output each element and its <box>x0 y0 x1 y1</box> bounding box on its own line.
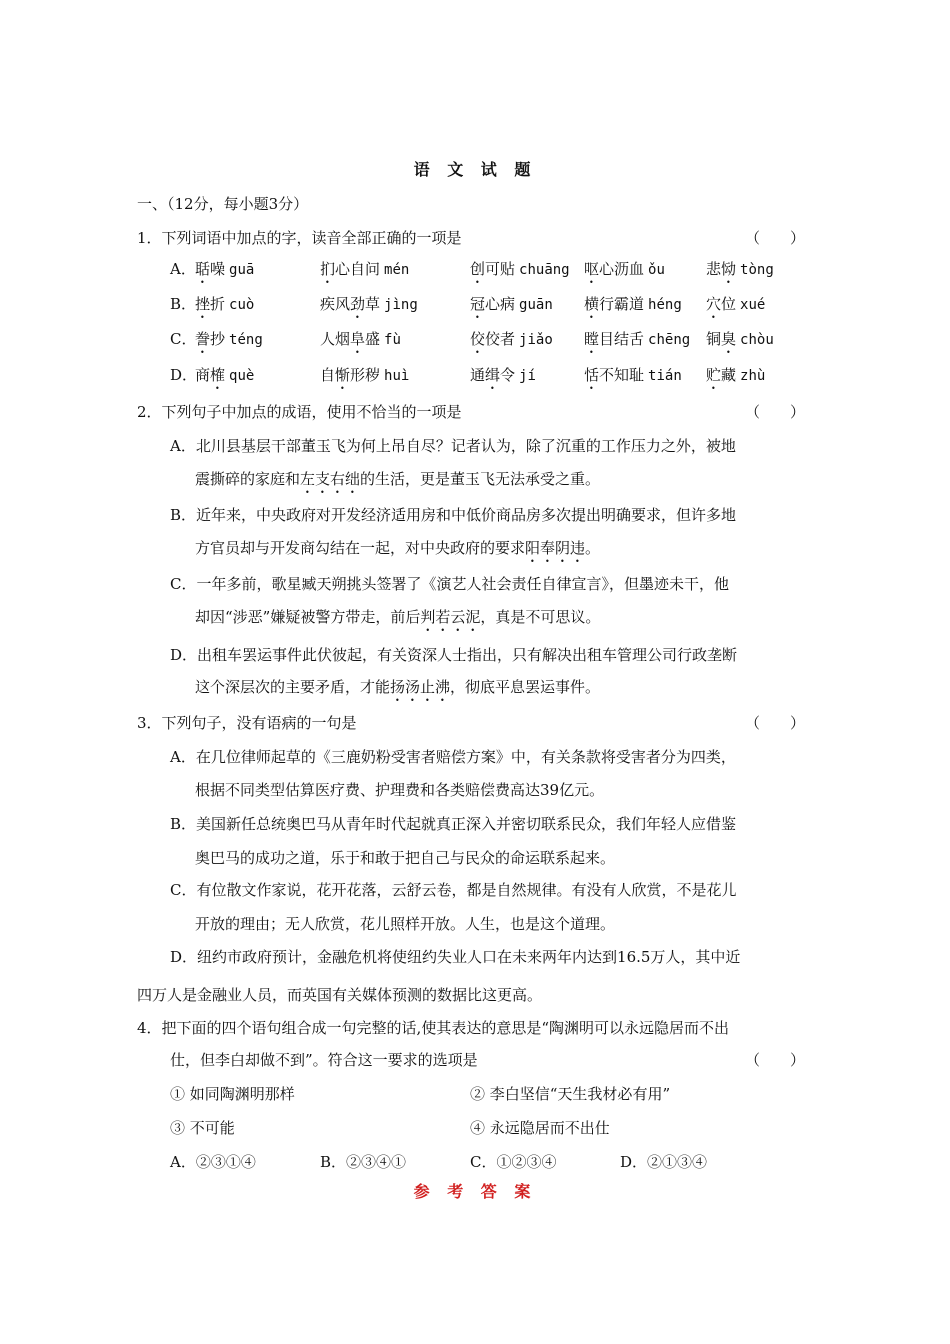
q1-word-item <box>320 259 409 287</box>
q1-word-part: 悲 <box>706 260 722 278</box>
q1-word-part: 抄 <box>210 330 226 348</box>
q1-pinyin: fù <box>384 332 401 348</box>
q1-dotted-char: 聒 <box>195 260 211 278</box>
q2-option-c-idiom: 判若云泥 <box>420 608 481 626</box>
q1-pinyin: mén <box>384 262 410 278</box>
q1-pinyin: téng <box>229 332 263 348</box>
q1-pinyin: jìng <box>384 297 418 313</box>
q1-pinyin: guān <box>519 297 553 313</box>
q1-pinyin: zhù <box>740 368 766 384</box>
q1-word-part: 令 <box>500 366 516 384</box>
q3-option-b-line2: 奥巴马的成功之道，乐于和敢于把自己与民众的命运联系起来。 <box>195 849 616 867</box>
question-3-answer-blank: （ ） <box>745 714 806 732</box>
q1-dotted-char: 佼 <box>470 330 486 348</box>
question-2-stem: 2．下列句子中加点的成语，使用不恰当的一项是 <box>137 403 462 421</box>
q1-word-part: 商 <box>195 366 211 384</box>
q1-word-item <box>706 294 765 322</box>
q1-word-part: 可贴 <box>485 260 516 278</box>
q2-option-d-line1: D．出租车罢运事件此伏彼起，有关资深人士指出，只有解决出租车管理公司行政垄断 <box>170 646 738 664</box>
q1-option-label: C． <box>170 330 197 348</box>
question-2-answer-blank: （ ） <box>745 403 806 421</box>
q1-word-part: 人烟 <box>320 330 351 348</box>
q1-pinyin: jiǎo <box>519 332 553 348</box>
q1-word-item <box>584 294 682 322</box>
q1-word-part: 藏 <box>721 366 737 384</box>
q1-dotted-char: 呕 <box>584 260 600 278</box>
q1-word-item <box>470 329 553 357</box>
q1-dotted-char: 挫 <box>195 295 211 313</box>
q4-sentence-2: ② 李白坚信“天生我材必有用” <box>470 1085 671 1103</box>
q3-option-d-line2: 四万人是金融业人员，而英国有关媒体预测的数据比这更高。 <box>137 986 543 1004</box>
q1-word-part: 佼者 <box>485 330 516 348</box>
q4-sentence-4: ④ 永远隐居而不出仕 <box>470 1119 610 1137</box>
q1-pinyin: chuāng <box>519 262 570 278</box>
page-title: 语 文 试 题 <box>413 160 537 179</box>
q1-pinyin: chēng <box>648 332 691 348</box>
q1-word-part: 心沥血 <box>599 260 645 278</box>
q1-word-part: 心自问 <box>335 260 381 278</box>
q1-word-item <box>195 365 254 393</box>
q1-word-item <box>706 365 765 393</box>
q1-word-part: 铜 <box>706 330 722 348</box>
q1-dotted-char: 惭 <box>335 366 351 384</box>
q4-choice-c: C．①②③④ <box>470 1153 557 1171</box>
q1-word-part: 通 <box>470 366 486 384</box>
q1-word-item <box>195 259 254 287</box>
q1-dotted-char: 誊 <box>195 330 211 348</box>
q1-pinyin: huì <box>384 368 410 384</box>
q1-word-part: 盛 <box>365 330 381 348</box>
q1-word-item <box>195 294 254 322</box>
q1-word-part: 折 <box>210 295 226 313</box>
question-1-stem: 1．下列词语中加点的字，读音全部正确的一项是 <box>137 229 462 247</box>
q1-dotted-char: 劲 <box>350 295 366 313</box>
q4-choice-d: D．②①③④ <box>620 1153 708 1171</box>
question-3-stem: 3．下列句子，没有语病的一句是 <box>137 714 357 732</box>
q1-word-item <box>320 329 401 357</box>
question-4-answer-blank: （ ） <box>745 1051 806 1069</box>
q1-word-item <box>470 259 570 287</box>
q4-choice-a: A．②③①④ <box>170 1153 256 1171</box>
q1-word-part: 不知耻 <box>599 366 645 384</box>
q1-word-item <box>320 365 409 393</box>
q3-option-c-line1: C．有位散文作家说，花开花落，云舒云卷，都是自然规律。有没有人欣赏，不是花儿 <box>170 881 737 899</box>
q3-option-b-line1: B．美国新任总统奥巴马从青年时代起就真正深入并密切联系民众，我们年轻人应借鉴 <box>170 815 737 833</box>
q1-word-part: 自 <box>320 366 336 384</box>
q1-word-item <box>584 259 665 287</box>
question-4-stem-line1: 4．把下面的四个语句组合成一句完整的话,使其表达的意思是“陶渊明可以永远隐居而不出 <box>137 1019 729 1037</box>
q1-word-part: 位 <box>721 295 737 313</box>
q3-option-a-line2: 根据不同类型估算医疗费、护理费和各类赔偿费高达39亿元。 <box>195 781 605 799</box>
q3-option-a-line1: A．在几位律师起草的《三鹿奶粉受害者赔偿方案》中，有关条款将受害者分为四类， <box>170 748 736 766</box>
q2-option-c-line2: 却因“涉恶”嫌疑被警方带走，前后判若云泥，真是不可思议。 <box>195 608 601 626</box>
q1-dotted-char: 创 <box>470 260 486 278</box>
q1-word-item <box>470 365 536 393</box>
q1-word-item <box>320 294 418 322</box>
q1-pinyin: tòng <box>740 262 774 278</box>
q1-word-part: 目结舌 <box>599 330 645 348</box>
q2-option-d-line2: 这个深层次的主要矛盾，才能扬汤止沸，彻底平息罢运事件。 <box>195 678 601 696</box>
q1-pinyin: tián <box>648 368 682 384</box>
q1-word-item <box>195 329 263 357</box>
q2-option-a-line1: A．北川县基层干部董玉飞为何上吊自尽？记者认为，除了沉重的工作压力之外，被地 <box>170 437 736 455</box>
q1-dotted-char: 贮 <box>706 366 722 384</box>
q1-word-item <box>706 259 774 287</box>
q1-option-label: A． <box>170 260 196 278</box>
q1-word-item <box>584 365 682 393</box>
q1-word-part: 行霸道 <box>599 295 645 313</box>
q1-word-item <box>584 329 690 357</box>
question-1-answer-blank: （ ） <box>745 229 806 247</box>
q1-pinyin: què <box>229 368 255 384</box>
q1-dotted-char: 瞠 <box>584 330 600 348</box>
q4-sentence-3: ③ 不可能 <box>170 1119 235 1137</box>
q2-option-c-line1: C．一年多前，歌星臧天朔挑头签署了《演艺人社会责任自律宣言》，但墨迹未干，他 <box>170 575 729 593</box>
q2-option-a-idiom: 左支右绌 <box>300 470 361 488</box>
q1-pinyin: ǒu <box>648 262 665 278</box>
q2-option-d-idiom: 扬汤止沸 <box>390 678 451 696</box>
q1-word-item <box>706 329 774 357</box>
q1-dotted-char: 扪 <box>320 260 336 278</box>
q1-dotted-char: 穴 <box>706 295 722 313</box>
q1-dotted-char: 缉 <box>485 366 501 384</box>
q1-pinyin: chòu <box>740 332 774 348</box>
q1-option-label: B． <box>170 295 197 313</box>
q2-option-b-line1: B．近年来，中央政府对开发经济适用房和中低价商品房多次提出明确要求，但许多地 <box>170 506 737 524</box>
q1-dotted-char: 横 <box>584 295 600 313</box>
q1-pinyin: héng <box>648 297 682 313</box>
q1-dotted-char: 恬 <box>584 366 600 384</box>
q1-word-part: 形秽 <box>350 366 381 384</box>
q1-pinyin: guā <box>229 262 255 278</box>
q1-word-item <box>470 294 553 322</box>
q4-choice-b: B．②③④① <box>320 1153 407 1171</box>
q1-word-part: 草 <box>365 295 381 313</box>
q1-option-label: D． <box>170 366 198 384</box>
q2-option-b-line2: 方官员却与开发商勾结在一起，对中央政府的要求阳奉阴违。 <box>195 539 601 557</box>
q1-pinyin: jí <box>519 368 536 384</box>
q1-dotted-char: 恸 <box>721 260 737 278</box>
section-header: 一、（12分，每小题3分） <box>137 195 309 213</box>
q2-option-a-line2: 震撕碎的家庭和左支右绌的生活，更是董玉飞无法承受之重。 <box>195 470 601 488</box>
q1-word-part: 疾风 <box>320 295 351 313</box>
q1-pinyin: cuò <box>229 297 255 313</box>
answer-key-title: 参 考 答 案 <box>413 1182 537 1201</box>
q4-sentence-1: ① 如同陶渊明那样 <box>170 1085 295 1103</box>
q3-option-c-line2: 开放的理由；无人欣赏，花儿照样开放。人生，也是这个道理。 <box>195 915 616 933</box>
q1-dotted-char: 冠 <box>470 295 486 313</box>
q1-dotted-char: 阜 <box>350 330 366 348</box>
q1-dotted-char: 榷 <box>210 366 226 384</box>
q2-option-b-idiom: 阳奉阴违 <box>525 539 586 557</box>
question-4-stem-line2: 仕，但李白却做不到”。符合这一要求的选项是 <box>170 1051 478 1069</box>
q1-pinyin: xué <box>740 297 766 313</box>
q3-option-d-line1: D．纽约市政府预计，金融危机将使纽约失业人口在未来两年内达到16.5万人，其中近 <box>170 948 741 966</box>
q1-word-part: 心病 <box>485 295 516 313</box>
q1-dotted-char: 臭 <box>721 330 737 348</box>
q1-word-part: 噪 <box>210 260 226 278</box>
